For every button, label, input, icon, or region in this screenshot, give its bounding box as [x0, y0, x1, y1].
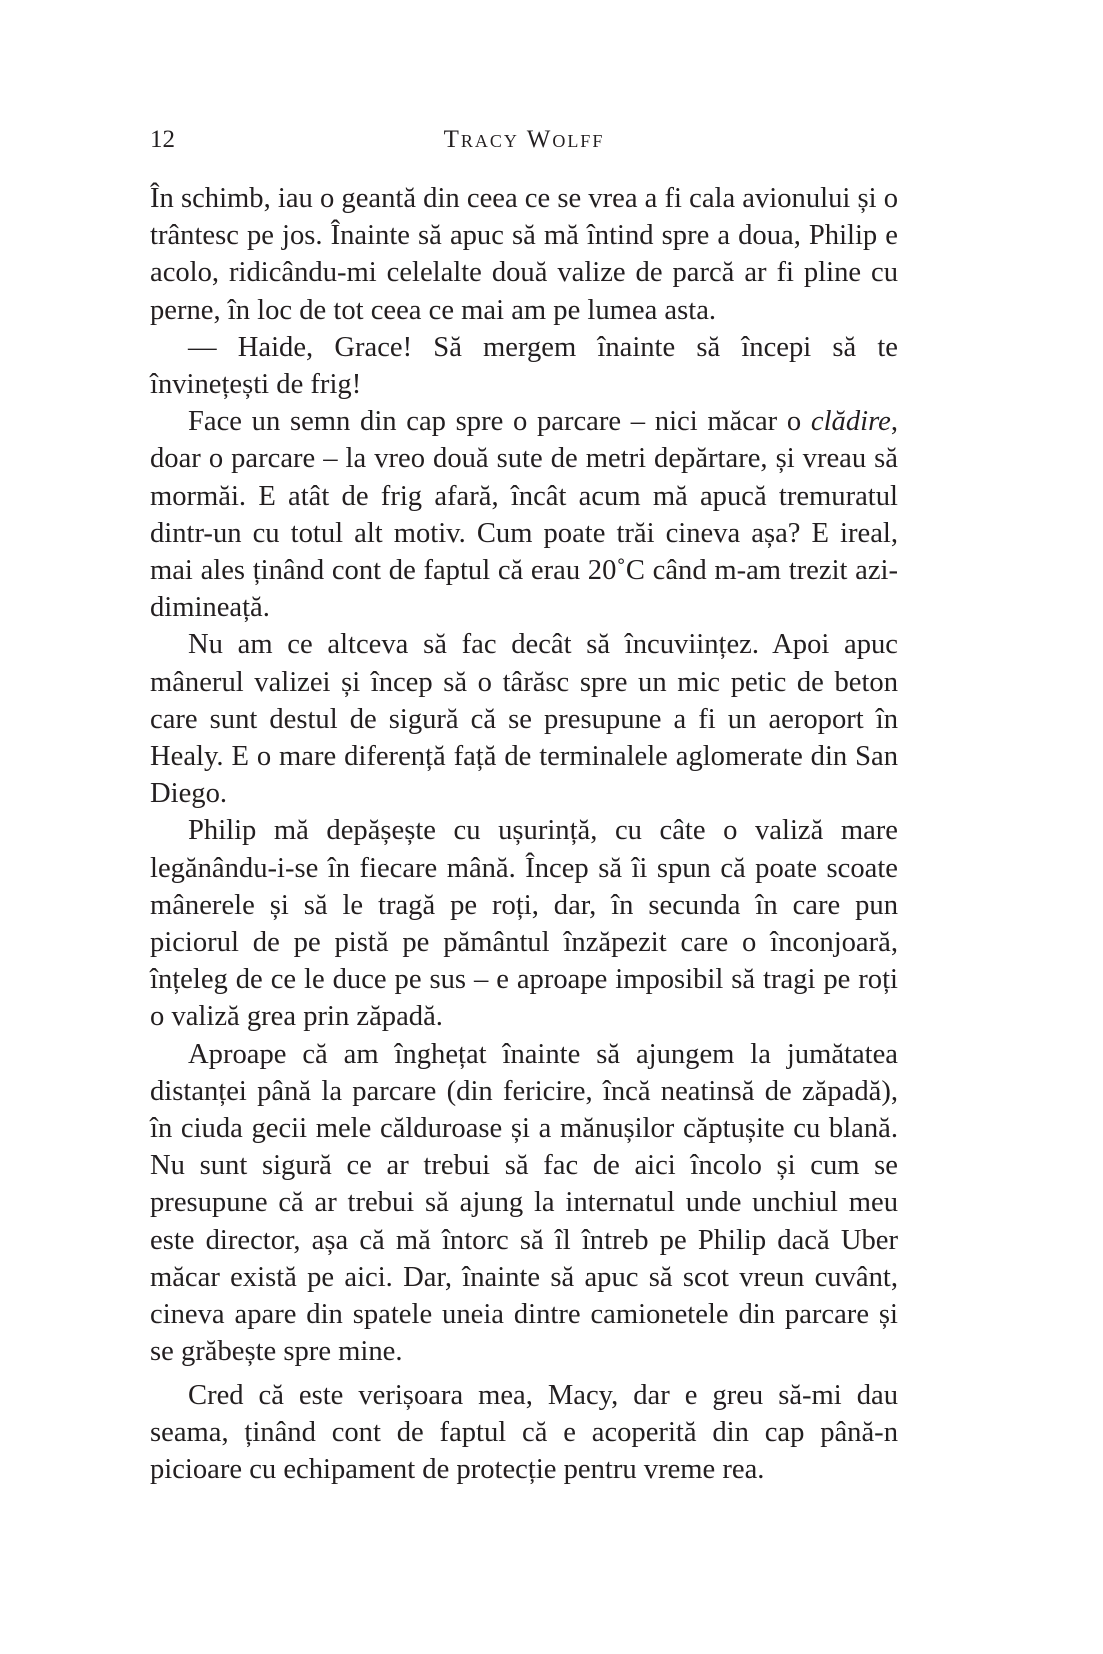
dialogue-paragraph: — Haide, Grace! Să mergem înainte să începi să te învinețești de frig! — [150, 331, 898, 401]
paragraph: În schimb, iau o geantă din ceea ce se vrea a fi cala avionului și o trântesc pe jos. Înainte să apuc să mă întind spre a doua, Philip e acolo, ridicându-mi celelalte două valize de parcă ar fi pline cu perne, în loc de tot ceea ce mai am pe lumea asta. — [150, 183, 898, 326]
page-number: 12 — [150, 126, 175, 153]
page-header — [150, 124, 898, 156]
body-text — [150, 180, 898, 1488]
emphasis: clădire — [810, 406, 891, 438]
paragraph: Nu am ce altceva să fac decât să încuviințez. Apoi apuc mânerul valizei și încep să o târăsc spre un mic petic de beton care sunt destul de sigură că se presupune a fi un aeroport în Healy. E o mare diferență față de terminalele aglomerate din San Diego. — [150, 629, 898, 810]
paragraph: Philip mă depășește cu ușurință, cu câte o valiză mare legănându-i-se în fiecare mână. Încep să îi spun că poate scoate mânerele și să le tragă pe roți, dar, în secunda în care pun piciorul de pe pistă pe pământul înzăpezit care o înconjoară, înțeleg de ce le duce pe sus – e aproape imposibil să tragi pe roți o valiză grea prin zăpadă. — [150, 815, 898, 1033]
running-head-author: Tracy Wolff — [443, 126, 605, 153]
paragraph: Aproape că am înghețat înainte să ajungem la jumătatea distanței până la parcare (din fericire, încă neatinsă de zăpadă), în ciuda gecii mele călduroase și a mănușilor căptușite cu blană. Nu sunt sigură ce ar trebui să fac de aici încolo și cum se presupune că ar trebui să ajung la internatul unde unchiul meu este director, așa că mă întorc să îl întreb pe Philip dacă Uber măcar există pe aici. Dar, înainte să apuc să scot vreun cuvânt, cineva apare din spatele uneia dintre camionetele din parcare și se grăbește spre mine. — [150, 1038, 898, 1368]
paragraph: Face un semn din cap spre o parcare – nici măcar o clădire, doar o parcare – la vreo două sute de metri depărtare, și vreau să mormăi. E atât de frig afară, încât acum mă apucă tremuratul dintr-un cu totul alt motiv. Cum poate trăi cineva așa? E ireal, mai ales ținând cont de faptul că erau 20˚C când m-am trezit azi-dimineață. — [150, 406, 898, 624]
paragraph: Cred că este verișoara mea, Macy, dar e greu să-mi dau seama, ținând cont de faptul că e acoperită din cap până-n picioare cu echipament de protecție pentru vreme rea. — [150, 1379, 898, 1485]
